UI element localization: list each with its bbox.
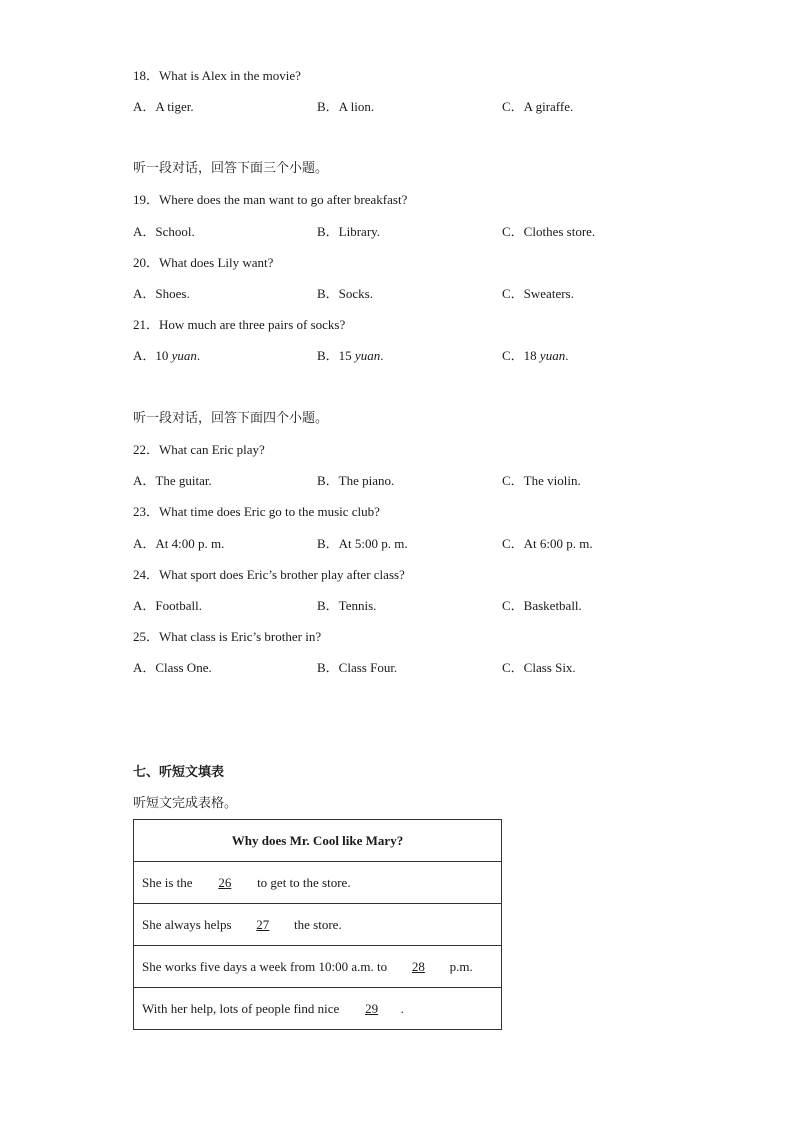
blank-28[interactable]: 28 — [411, 958, 425, 974]
q21-option-c-period: . — [565, 348, 569, 363]
q20-option-c: C．Sweaters. — [502, 286, 574, 301]
q23-option-b: B．At 5:00 p. m. — [317, 536, 408, 551]
q18-option-c: C．A giraffe. — [502, 99, 574, 114]
question-18: 18．What is Alex in the movie? — [133, 68, 301, 83]
q21-option-c-amount: C．18 — [502, 348, 540, 363]
q21-option-a-period: . — [196, 348, 201, 363]
q21-option-b-amount: B．15 — [317, 348, 355, 363]
table-header: Why does Mr. Cool like Mary? — [134, 820, 502, 862]
q19-option-c: C．Clothes store. — [502, 224, 596, 239]
q21-option-a-amount: A．10 — [133, 348, 172, 363]
q25-option-c: C．Class Six. — [502, 660, 576, 675]
table-cell-26 — [134, 862, 502, 904]
question-25: 25．What class is Eric’s brother in? — [133, 629, 322, 644]
q20-option-b: B．Socks. — [317, 286, 373, 301]
q21-option-a — [133, 348, 200, 364]
row-29-text-after: . — [400, 1000, 404, 1016]
blank-29[interactable]: 29 — [365, 1000, 379, 1016]
q18-option-b: B．A lion. — [317, 99, 375, 114]
row-27-text-before: She always helps — [142, 916, 235, 932]
question-22: 22．What can Eric play? — [133, 442, 265, 457]
section-7-title: 七、听短文填表 — [133, 765, 225, 780]
table-row — [134, 988, 502, 1030]
row-26-text-after: to get to the store. — [253, 874, 351, 890]
table-cell-27 — [134, 904, 502, 946]
q25-option-a: A．Class One. — [133, 660, 212, 675]
q21-option-c-unit: yuan — [539, 348, 566, 363]
q21-option-b-unit: yuan — [354, 348, 381, 363]
q21-option-a-unit: yuan — [171, 348, 197, 363]
question-20: 20．What does Lily want? — [133, 255, 274, 270]
question-23: 23．What time does Eric go to the music club? — [133, 504, 380, 519]
q21-option-b-period: . — [380, 348, 384, 363]
fill-in-table — [133, 819, 502, 1030]
row-26-text-before: She is the — [142, 874, 196, 890]
q22-option-b: B．The piano. — [317, 473, 395, 488]
row-28-text-after: p.m. — [446, 958, 473, 974]
row-29-text-before: With her help, lots of people find nice — [142, 1000, 343, 1016]
q24-option-b: B．Tennis. — [317, 598, 377, 613]
blank-27[interactable]: 27 — [256, 916, 270, 932]
q22-option-c: C．The violin. — [502, 473, 581, 488]
table-row — [134, 862, 502, 904]
blank-26[interactable]: 26 — [218, 874, 232, 890]
question-21: 21．How much are three pairs of socks? — [133, 317, 346, 332]
q21-option-c — [502, 348, 568, 364]
section-intro-three-questions: 听一段对话，回答下面三个小题。 — [133, 161, 329, 176]
question-19: 19．Where does the man want to go after breakfast? — [133, 192, 408, 207]
section-7-instruction: 听短文完成表格。 — [133, 796, 238, 811]
q21-option-b — [317, 348, 383, 364]
row-27-text-after: the store. — [290, 916, 342, 932]
table-header-row — [134, 820, 502, 862]
q19-option-a: A．School. — [133, 224, 195, 239]
q22-option-a: A．The guitar. — [133, 473, 212, 488]
q24-option-c: C．Basketball. — [502, 598, 582, 613]
table-row — [134, 904, 502, 946]
q23-option-c: C．At 6:00 p. m. — [502, 536, 593, 551]
row-28-text-before: She works five days a week from 10:00 a.m. to — [142, 958, 391, 974]
table-cell-29 — [134, 988, 502, 1030]
q23-option-a: A．At 4:00 p. m. — [133, 536, 225, 551]
section-intro-four-questions: 听一段对话，回答下面四个小题。 — [133, 411, 329, 426]
q20-option-a: A．Shoes. — [133, 286, 190, 301]
table-cell-28 — [134, 946, 502, 988]
table-row — [134, 946, 502, 988]
q18-option-a: A．A tiger. — [133, 99, 194, 114]
q19-option-b: B．Library. — [317, 224, 381, 239]
q24-option-a: A．Football. — [133, 598, 202, 613]
q25-option-b: B．Class Four. — [317, 660, 398, 675]
question-24: 24．What sport does Eric’s brother play after class? — [133, 567, 405, 582]
